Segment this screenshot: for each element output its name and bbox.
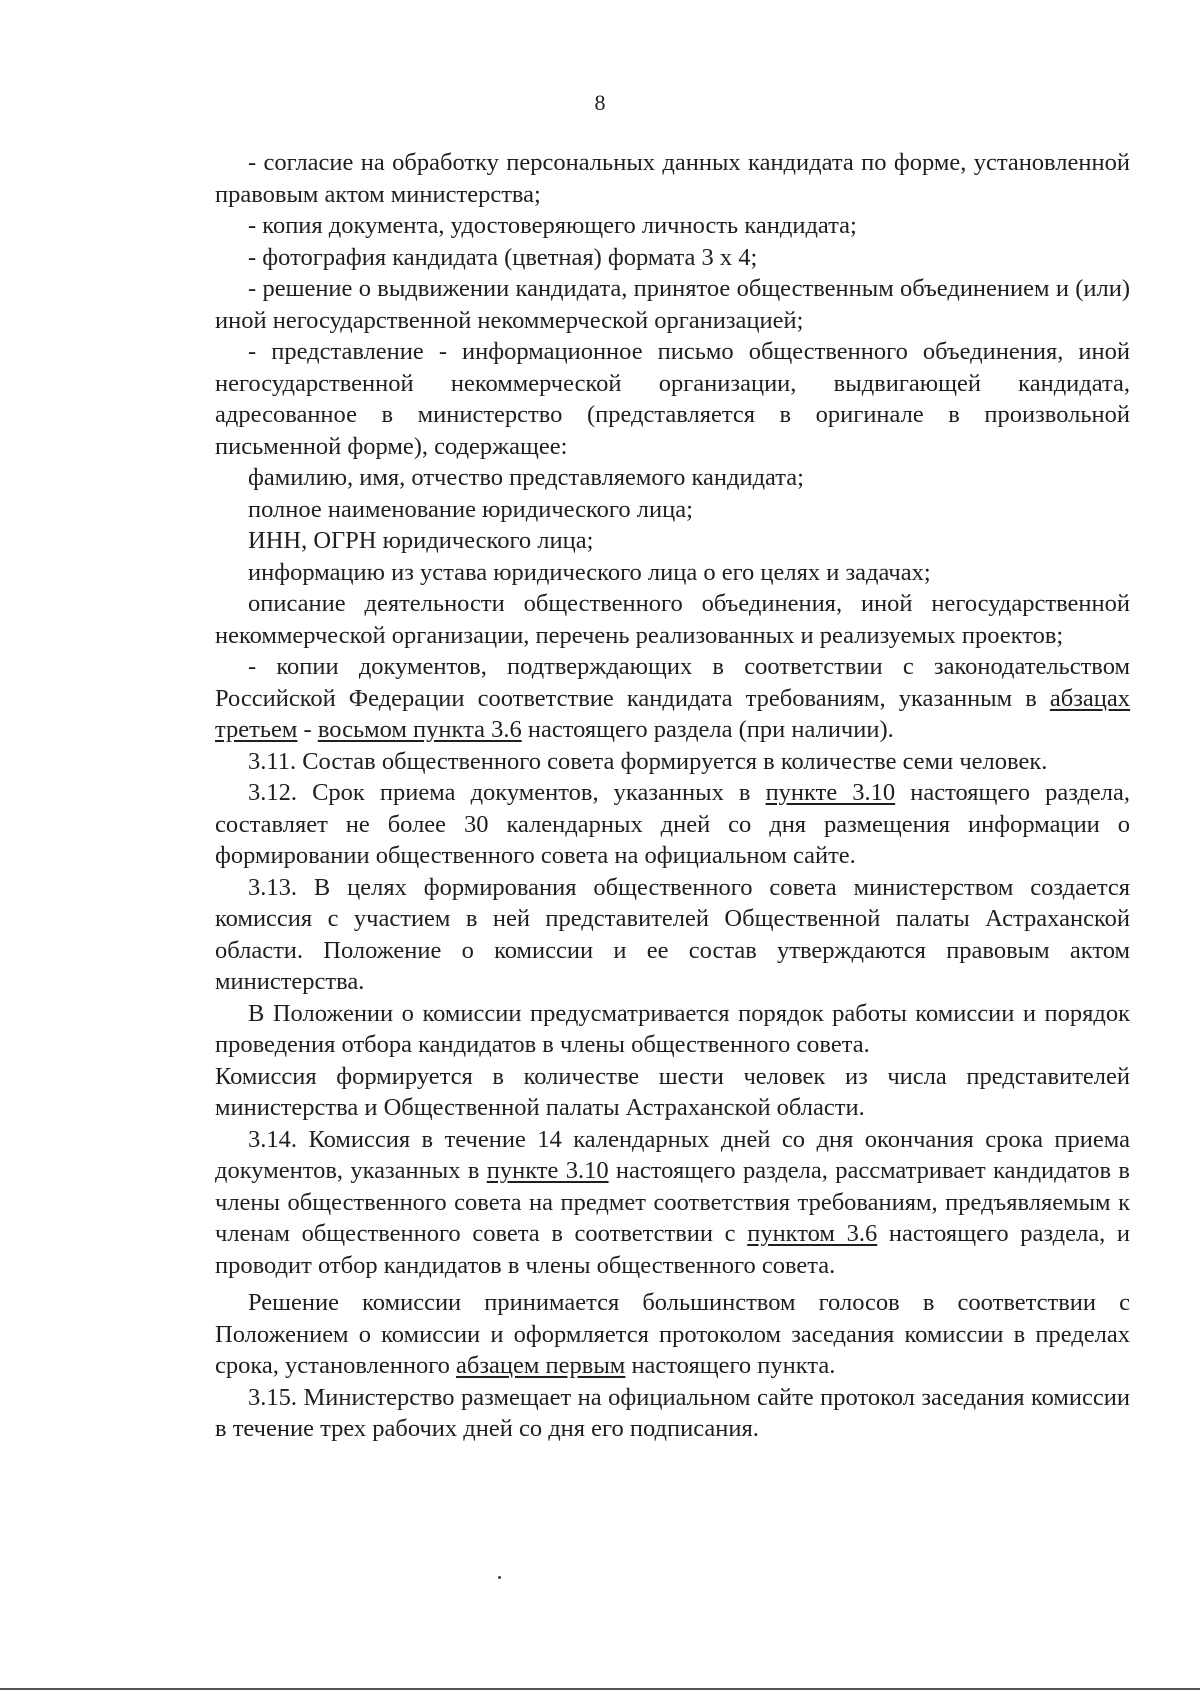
link-point-3-6[interactable]: пунктом 3.6 bbox=[747, 1220, 878, 1247]
text-segment: настоящего раздела, составляет не более 30 календарных дней со дня размещения информации о формировании общественного совета на официальном сайте. bbox=[215, 779, 1130, 869]
paragraph-full-name: фамилию, имя, отчество представляемого кандидата; bbox=[248, 464, 804, 491]
paragraph-photo: - фотография кандидата (цветная) формата 3 х 4; bbox=[248, 243, 758, 271]
paragraph-charter-info: информацию из устава юридического лица о его целях и задачах; bbox=[248, 558, 931, 586]
text-segment: настоящего пункта. bbox=[625, 1352, 836, 1379]
paragraph-inn-ogrn: ИНН, ОГРН юридического лица; bbox=[248, 527, 594, 554]
text-segment: 3.12. Срок приема документов, указанных в bbox=[248, 779, 766, 806]
text-segment: - копии документов, подтверждающих в соответствии с законодательством Российской Федерации соответствие кандидата требованиям, указанным в bbox=[215, 653, 1130, 712]
paragraph-consent: - согласие на обработку персональных данных кандидата по форме, установленной правовым актом министерства; bbox=[215, 149, 1130, 208]
text-segment: 3.14. Комиссия в течение 14 календарных дней со дня окончания срока приема документов, указанных в bbox=[215, 1125, 1130, 1184]
link-point-3-6-eight[interactable]: восьмом пункта 3.6 bbox=[317, 716, 522, 743]
scan-speck bbox=[498, 1576, 501, 1579]
text-segment: настоящего раздела, рассматривает кандидатов в члены общественного совета на предмет соответствия требованиям, предъявляемым к членам общественного совета в соответствии с bbox=[215, 1157, 1130, 1247]
document-body bbox=[215, 147, 1130, 1445]
paragraph-presentation-letter: - представление - информационное письмо общественного объединения, иной негосударственной некоммерческой организации, выдвигающей кандидата, адресованное в министерство (представляется в оригинале в произвольной письменной форме), содержащее: bbox=[215, 338, 1130, 460]
paragraph-commission-decision bbox=[215, 1287, 1130, 1382]
paragraph-3-15: 3.15. Министерство размещает на официальном сайте протокол заседания комиссии в течение трех рабочих дней со дня его подписания. bbox=[215, 1383, 1130, 1442]
text-segment: - bbox=[297, 716, 318, 743]
paragraph-commission-regulation: В Положении о комиссии предусматривается порядок работы комиссии и порядок проведения отбора кандидатов в члены общественного совета. bbox=[215, 999, 1130, 1058]
page-number: 8 bbox=[594, 90, 606, 115]
bottom-rule bbox=[0, 1688, 1200, 1690]
paragraph-3-14 bbox=[215, 1124, 1130, 1282]
paragraph-nomination-decision: - решение о выдвижении кандидата, принятое общественным объединением и (или) иной негосударственной некоммерческой организацией; bbox=[215, 275, 1130, 334]
link-point-3-10[interactable]: пункте 3.10 bbox=[486, 1157, 609, 1184]
paragraph-3-11: 3.11. Состав общественного совета формируется в количестве семи человек. bbox=[248, 747, 1048, 775]
text-segment: настоящего раздела (при наличии). bbox=[521, 716, 894, 743]
paragraph-supporting-documents bbox=[215, 651, 1130, 746]
paragraph-activity-description: описание деятельности общественного объединения, иной негосударственной некоммерческой организации, перечень реализованных и реализуемых проектов; bbox=[215, 590, 1130, 649]
text-segment: Решение комиссии принимается большинством голосов в соответствии с Положением о комиссии и оформляется протоколом заседания комиссии в пределах срока, установленного bbox=[215, 1289, 1130, 1379]
link-point-3-10[interactable]: пункте 3.10 bbox=[765, 779, 896, 806]
paragraph-legal-entity-name: полное наименование юридического лица; bbox=[248, 495, 693, 523]
link-paragraphs-three[interactable]: абзацах третьем bbox=[215, 684, 1130, 743]
paragraph-3-12 bbox=[215, 777, 1130, 872]
text-segment: настоящего раздела, и проводит отбор кандидатов в члены общественного совета. bbox=[215, 1220, 1130, 1279]
link-first-paragraph[interactable]: абзацем первым bbox=[456, 1352, 626, 1379]
paragraph-commission-size: Комиссия формируется в количестве шести человек из числа представителей министерства и Общественной палаты Астраханской области. bbox=[215, 1062, 1130, 1121]
paragraph-id-copy: - копия документа, удостоверяющего личность кандидата; bbox=[248, 212, 857, 239]
paragraph-3-13: 3.13. В целях формирования общественного совета министерством создается комиссия с участием в ней представителей Общественной палаты Астраханской области. Положение о комиссии и ее состав утверждаются правовым актом министерства. bbox=[215, 873, 1130, 995]
